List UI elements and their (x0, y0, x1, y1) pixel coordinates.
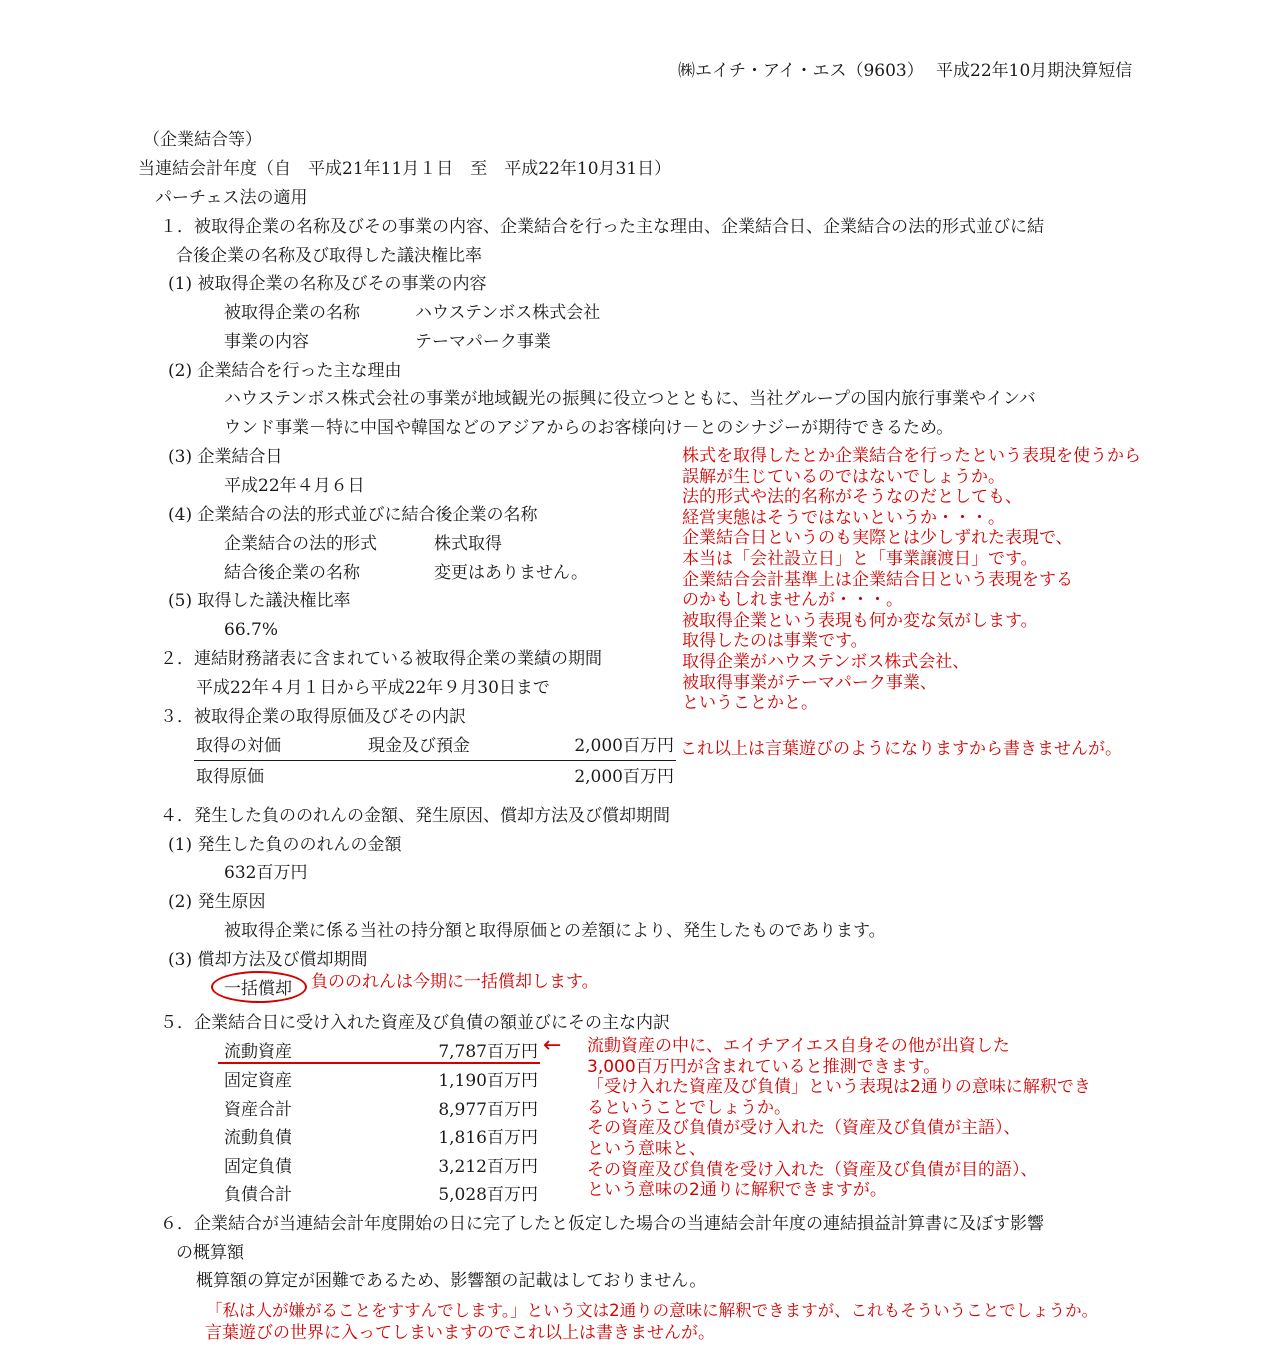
item1-sub5: (5) 取得した議決権比率 (168, 591, 351, 611)
company-name: ㈱エイチ・アイ・エス（9603） (678, 61, 924, 81)
annotation-line: 取得企業がハウステンボス株式会社、 (682, 651, 970, 672)
asset-row-label: 資産合計 (224, 1100, 292, 1120)
item2-period: 平成22年４月１日から平成22年９月30日まで (196, 678, 550, 698)
annotation-note3: 負ののれんは今期に一括償却します。 (311, 972, 599, 992)
liability-row-value: 5,028百万円 (438, 1185, 538, 1205)
annotation-line: るということでしょうか。 (587, 1097, 791, 1118)
annotation-line: という意味の2通りに解釈できますが。 (587, 1180, 887, 1201)
liability-row-label: 負債合計 (224, 1185, 292, 1205)
asset-row-value: 1,190百万円 (438, 1071, 538, 1091)
acquiree-name-value: ハウステンボス株式会社 (415, 303, 601, 323)
annotation-line: 法的形式や法的名称がそうなのだとしても、 (682, 487, 1022, 508)
consideration-label: 取得の対価 (196, 736, 281, 756)
section-heading: （企業結合等） (143, 130, 262, 150)
fiscal-period: 当連結会計年度（自 平成21年11月１日 至 平成22年10月31日） (138, 159, 672, 179)
annotation-line: 経営実態はそうではないというか・・・。 (682, 507, 1005, 528)
reason-line1: ハウステンボス株式会社の事業が地域観光の振興に役立つとともに、当社グループの国内旅行事業やインバ (224, 389, 1036, 409)
annotation-line: 企業結合日というのも実際とは少しずれた表現で、 (682, 528, 1073, 549)
table-rule (194, 760, 676, 761)
annotation-line: 被取得企業という表現も何か変な気がします。 (682, 610, 1038, 631)
after-name-label: 結合後企業の名称 (224, 563, 360, 583)
annotation-line: 3,000百万円が含まれていると推測できます。 (587, 1056, 941, 1077)
annotation-line: その資産及び負債が受け入れた（資産及び負債が主語）、 (587, 1118, 1021, 1139)
item1-sub4: (4) 企業結合の法的形式並びに結合後企業の名称 (168, 505, 538, 525)
liability-row-label: 流動負債 (224, 1128, 292, 1148)
asset-row-label: 流動資産 (224, 1042, 292, 1062)
red-circle-mark (211, 971, 307, 1003)
item3-title: ３．被取得企業の取得原価及びその内訳 (160, 707, 466, 727)
liability-row-value: 3,212百万円 (438, 1157, 538, 1177)
item5-title: ５．企業結合日に受け入れた資産及び負債の額並びにその主な内訳 (160, 1013, 670, 1033)
annotation-note5-line2: 言葉遊びの世界に入ってしまいますのでこれ以上は書きませんが。 (205, 1323, 715, 1343)
business-label: 事業の内容 (224, 332, 309, 352)
item1-title-line2: 合後企業の名称及び取得した議決権比率 (176, 246, 482, 266)
item4-title: ４．発生した負ののれんの金額、発生原因、償却方法及び償却期間 (160, 806, 670, 826)
annotation-line: ということかと。 (682, 693, 818, 714)
item6-body: 概算額の算定が困難であるため、影響額の記載はしておりません。 (196, 1271, 707, 1291)
after-name-value: 変更はありません。 (434, 563, 589, 583)
business-value: テーマパーク事業 (415, 332, 551, 352)
consideration-item: 現金及び預金 (368, 736, 470, 756)
annotation-note2: これ以上は言葉遊びのようになりますから書きませんが。 (680, 739, 1122, 759)
legal-form-value: 株式取得 (434, 534, 502, 554)
left-arrow-icon: ← (543, 1033, 562, 1058)
item1-sub3: (3) 企業結合日 (168, 447, 283, 467)
annotation-line: 本当は「会社設立日」と「事業譲渡日」です。 (682, 548, 1038, 569)
annotation-line: 流動資産の中に、エイチアイエス自身その他が出資した (587, 1036, 1010, 1056)
voting-ratio: 66.7% (224, 620, 279, 640)
liability-row-value: 1,816百万円 (438, 1128, 538, 1148)
annotation-line: 被取得事業がテーマパーク事業、 (682, 672, 937, 693)
asset-row-value: 8,977百万円 (438, 1100, 538, 1120)
annotation-note1 (682, 446, 1141, 714)
asset-row-value: 7,787百万円 (438, 1042, 538, 1062)
consideration-value: 2,000百万円 (574, 736, 674, 756)
cost-value: 2,000百万円 (574, 767, 674, 787)
item2-title: ２．連結財務諸表に含まれている被取得企業の業績の期間 (160, 649, 602, 669)
annotation-line: 誤解が生じているのではないでしょうか。 (682, 466, 1005, 487)
item1-title-line1: １．被取得企業の名称及びその事業の内容、企業結合を行った主な理由、企業結合日、企業結合の法的形式並びに結 (160, 217, 1044, 237)
item4-sub2: (2) 発生原因 (168, 892, 266, 912)
method-title: パーチェス法の適用 (155, 188, 308, 208)
annotation-note4 (587, 1036, 1091, 1201)
item6-title-line1: ６．企業結合が当連結会計年度開始の日に完了したと仮定した場合の当連結会計年度の連結損益計算書に及ぼす影響 (160, 1214, 1044, 1234)
item6-title-line2: の概算額 (176, 1243, 244, 1263)
amortization-method: 一括償却 (224, 979, 292, 999)
asset-row-label: 固定資産 (224, 1071, 292, 1091)
liability-row-label: 固定負債 (224, 1157, 292, 1177)
acquiree-name-label: 被取得企業の名称 (224, 303, 360, 323)
annotation-line: のかもしれませんが・・・。 (682, 590, 903, 611)
red-underline (218, 1062, 540, 1064)
cost-label: 取得原価 (196, 767, 264, 787)
annotation-note5-line1: 「私は人が嫌がることをすすんでします。」という文は2通りの意味に解釈できますが、これもそういうことでしょうか。 (206, 1301, 1099, 1320)
item1-sub1: (1) 被取得企業の名称及びその事業の内容 (168, 274, 487, 294)
report-title: 平成22年10月期決算短信 (936, 61, 1133, 81)
cause-text: 被取得企業に係る当社の持分額と取得原価との差額により、発生したものであります。 (224, 921, 886, 941)
legal-form-label: 企業結合の法的形式 (224, 534, 377, 554)
item4-sub3: (3) 償却方法及び償却期間 (168, 950, 368, 970)
annotation-line: という意味と、 (587, 1138, 706, 1159)
reason-line2: ウンド事業－特に中国や韓国などのアジアからのお客様向け－とのシナジーが期待できるため。 (224, 418, 954, 438)
negative-goodwill-amount: 632百万円 (224, 863, 308, 883)
annotation-line: その資産及び負債を受け入れた（資産及び負債が目的語）、 (587, 1159, 1038, 1180)
combination-date: 平成22年４月６日 (224, 476, 365, 496)
item1-sub2: (2) 企業結合を行った主な理由 (168, 361, 402, 381)
annotation-line: 取得したのは事業です。 (682, 631, 868, 652)
annotation-line: 株式を取得したとか企業結合を行ったという表現を使うから (682, 446, 1141, 466)
item4-sub1: (1) 発生した負ののれんの金額 (168, 835, 402, 855)
annotation-line: 「受け入れた資産及び負債」という表現は2通りの意味に解釈でき (587, 1077, 1091, 1098)
annotation-line: 企業結合会計基準上は企業結合日という表現をする (682, 569, 1073, 590)
